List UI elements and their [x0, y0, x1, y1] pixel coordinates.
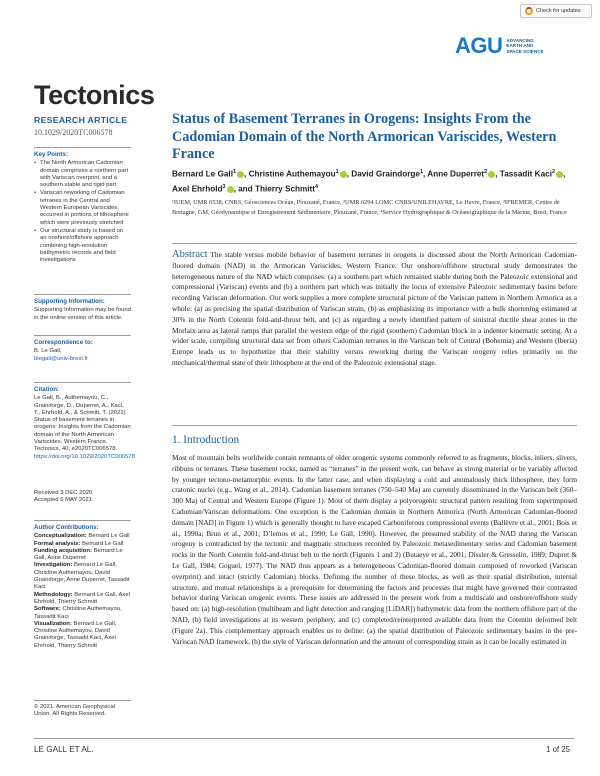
abstract-label: Abstract: [172, 249, 208, 260]
contribution-item: Software: Christine Authemayou, Tassadit Kaci: [34, 606, 122, 620]
orcid-icon[interactable]: [237, 171, 244, 178]
abstract-text: The stable versus mobile behavior of basement terranes in orogens is discussed about the North Armorican Cadomian-floored domain (NAD) in the Armorican Variscides, Western France. Our onshore/offshore structural study demonstrates the heterogeneous nature of the NAD which comprises: (a) a southern part which remained stable during both the Paleozoic extensional and compressional (Variscan) events and (b) a northern part which was initially the locus of extensive Paleozoic sedimentary basins before recording Variscan deformation. Our work supplies a more complete structural picture of the Variscan pattern in Northern Armorica as a whole: (a) as precising the spatial distribution of Variscan strain, (b) as emphasizing its importance with a bulk shortening estimated at 30% in the North Cotentin fold-and-thrust belt, and (c) as regarding a newly identified pattern of sinistral ductile shear zones in the Morlaix area as lateral ramps that parallel the western edge of the rigid (southern) Cadomian block in a indenter kinematic setting. At a wider scale, compiling structural data set from others Cadomian terranes in the Variscan belt of Central (Bohemia) and Western (Iberia) Europe leads us to hypothetize that their stability versus reworking during the Variscan orogeny relies primarily on the mechanical/thermal state of their lithosphere at the end of the Paleozoic extensional stage.: [172, 250, 577, 367]
contribution-item: Funding acquisition: Bernard Le Gall, Anne Duperret: [34, 547, 123, 562]
orcid-icon[interactable]: [556, 171, 563, 178]
author-name: Christine Authemayou: [248, 169, 336, 179]
article-type: RESEARCH ARTICLE: [34, 115, 128, 125]
key-points-heading: Key Points:: [34, 151, 69, 158]
contributions-heading: Author Contributions:: [34, 524, 99, 531]
correspondence-heading: Correspondence to:: [34, 339, 93, 346]
journal-title: Tectonics: [34, 80, 155, 110]
supporting-text: Supporting Information may be found in the online version of this article.: [34, 307, 131, 321]
orcid-icon[interactable]: [340, 171, 347, 178]
orcid-icon[interactable]: [488, 171, 495, 178]
contribution-item: Formal analysis: Bernard Le Gall: [34, 540, 124, 547]
crossmark-icon: [525, 7, 533, 15]
section-heading-introduction: 1. Introduction: [172, 434, 240, 446]
divider: [172, 425, 577, 426]
citation-heading: Citation:: [34, 386, 60, 393]
introduction-text: Most of mountain belts worldwide contain remnants of older orogenic systems commonly referred to as fragments, blocks, inliers, slivers, ribbons or terranes. These basement rocks, named as “terranes” in the present work, can behave as strong material or be variably affected by younger tectono-metamorphic events. In the latter case, and when displaying a cold and anomalously thick lithosphere, they form cratonic nuclei (e.g., Wang et al., 2014). Cadomian basement terranes (750–540 Ma) are currently disseminated in the Variscan belt (360–300 Ma) of Central and Western Europe (Figure 1). Most of them display a polyorogenic structural pattern resulting from superimposed Cadomian/Variscan deformations. One exception is the Cadomian domain in Northern Armorica (North Armorican Cadomian-floored domain [NAD] in Figure 1) which is generally thought to have escaped Carboniferous compressional events (Ballèvre et al., 2001; Bois et al., 1990a; Brun et al., 2001; D’lemos et al., 1990; Le Gall, 1990). However, the presumed stability of the NAD during the Variscan orogeny is contradicted by the tectonic and magmatic structures recorded by Paleozoic metasedimentary series and Cadomian basement rocks in the North Cotentin fold-and-thrust belt to the north (Figures 1 and 2) (Butaeye et al., 2001; Dissler & Gresselin, 1989; Dupret & Le Gall, 1984; Goguel, 1977). The NAD thus appears as a heterogeneous Cadomian-floored domain composed of reworked (Variscan overprint) and intact (strictly Cadomian) blocks. Defining the number of these blocks, as well as their spatial distribution, internal structure, and mutual relationships is a prerequisite for determining the factors and processes that might have governed their contrasted behavior during Variscan orogenic events. These issues are addressed in the present work from a multiscale and onshore/offshore study based on: (a) high-resolution (multibeam and light detection and ranging [LiDAR]) bathymetric data from the northern offshore part of the NAD, (b) field investigations at its western periphery, and (c) completed/reinterpreted available data from the Cotentin deformed belt (Figure 2a). This complementary approach enables us to define: (a) the spatial distribution of Paleozoic sedimentary basins in the pre-Variscan NAD framework, (b) the style of Variscan deformation and the amount of corresponding strain as it can be locally estimated in: [172, 454, 577, 646]
footer-divider: [34, 738, 574, 739]
orcid-icon[interactable]: [227, 186, 234, 193]
author-contributions: [34, 520, 131, 650]
author-name: Axel Ehrhold: [172, 184, 223, 194]
contribution-item: Visualization: Bernard Le Gall, Christine Authemayou, David Graindorge, Tassadit Kaci, Axel Ehrhold, Thierry Schmitt: [34, 620, 117, 649]
contribution-item: Methodology: Bernard Le Gall, Axel Ehrhold, Thierry Schmitt: [34, 591, 130, 605]
supporting-heading: Supporting Information:: [34, 298, 105, 305]
author-name: David Graindorge: [351, 169, 420, 179]
agu-logo: [455, 33, 544, 59]
article-title: Status of Basement Terranes in Orogens: Insights From the Cadomian Domain of the North Armorican Variscides, Western France: [172, 111, 557, 163]
abstract: [172, 250, 577, 369]
citation: [34, 382, 135, 461]
footer-authors: LE GALL ET AL.: [34, 745, 94, 754]
copyright: [34, 700, 131, 719]
correspondence: [34, 335, 131, 363]
page-number: 1 of 25: [546, 745, 570, 754]
author-name: Thierry Schmitt: [254, 184, 316, 194]
accepted-date: Accepted 6 MAY 2021: [34, 497, 93, 504]
agu-logo-word: AGU: [455, 33, 503, 58]
received-date: Received 3 DEC 2020: [34, 490, 93, 496]
supporting-information: [34, 294, 131, 322]
affiliations: ¹IUEM, UMR 6538, CNRS, Géosciences Océan, Plouzané, France, ²UMR 6294 LOMC CNRS/UNILEHAVRE, Le Havre, France, ³IFREMER, Centre de Bretagne, GM, Géodynamique et Enregistrement Sédimentaire, Plouzané, France, ⁴Service Hydrographique & Océanographique de la Marine, Brest, France: [172, 199, 567, 216]
author-list: Bernard Le Gall$^1$ , Christine Authemayou$^1$ , David Graindorge$^1$, Anne Duperret$^2$ , Tassadit Kaci$^2$ , Axel Ehrhold$^3$ , and Thierry Schmitt$^4$: [172, 169, 566, 194]
citation-doi-link[interactable]: https://doi.org/10.1029/2020TC006578: [34, 453, 135, 460]
key-points: [34, 147, 131, 265]
contribution-item: Conceptualization: Bernard Le Gall: [34, 533, 130, 540]
correspondence-email-link[interactable]: blegall@univ-brest.fr: [34, 355, 89, 362]
author-name: Tassadit Kaci: [499, 169, 552, 179]
citation-text: Le Gall, B., Authemayou, C., Graindorge, D., Duperret, A., Kaci, T., Ehrhold, A., & Schmitt, T. (2021). Status of basement terranes in orogens: Insights from the Cadomian domain of the North Armorican Variscides, Western France. Tectonics, 40, e2020TC006578.: [34, 395, 131, 453]
author-name: Bernard Le Gall: [172, 169, 233, 179]
check-for-updates-label: Check for updates: [536, 8, 581, 14]
correspondence-name: B. Le Gall,: [34, 348, 62, 355]
article-dates: [34, 490, 131, 505]
key-point: • Our structural study is based on an onshore/offshore approach combining high-resolution bathymetric records and field investigations: [34, 228, 131, 264]
doi: 10.1029/2020TC006578: [34, 128, 113, 137]
divider: [172, 243, 577, 244]
key-point: • Variscan reworking of Cadomian terranes in the Central and Western European Variscides, occurred in portions of lithosphere which were previously stretched: [34, 190, 131, 226]
agu-tagline: ADVANCING EARTH AND SPACE SCIENCE: [506, 37, 544, 54]
check-for-updates-button[interactable]: [520, 4, 592, 18]
key-point: • The North Armorican Cadomian domain comprises a northern part with Variscan overprint, and a southern stable and rigid part: [34, 160, 131, 189]
copyright-text: © 2021. American Geophysical Union. All Rights Reserved.: [34, 704, 115, 718]
author-name: Anne Duperret: [427, 169, 485, 179]
contribution-item: Investigation: Bernard Le Gall, Christine Authemayou, David Graindorge, Anne Duperret, Tassadit Kaci: [34, 562, 130, 591]
